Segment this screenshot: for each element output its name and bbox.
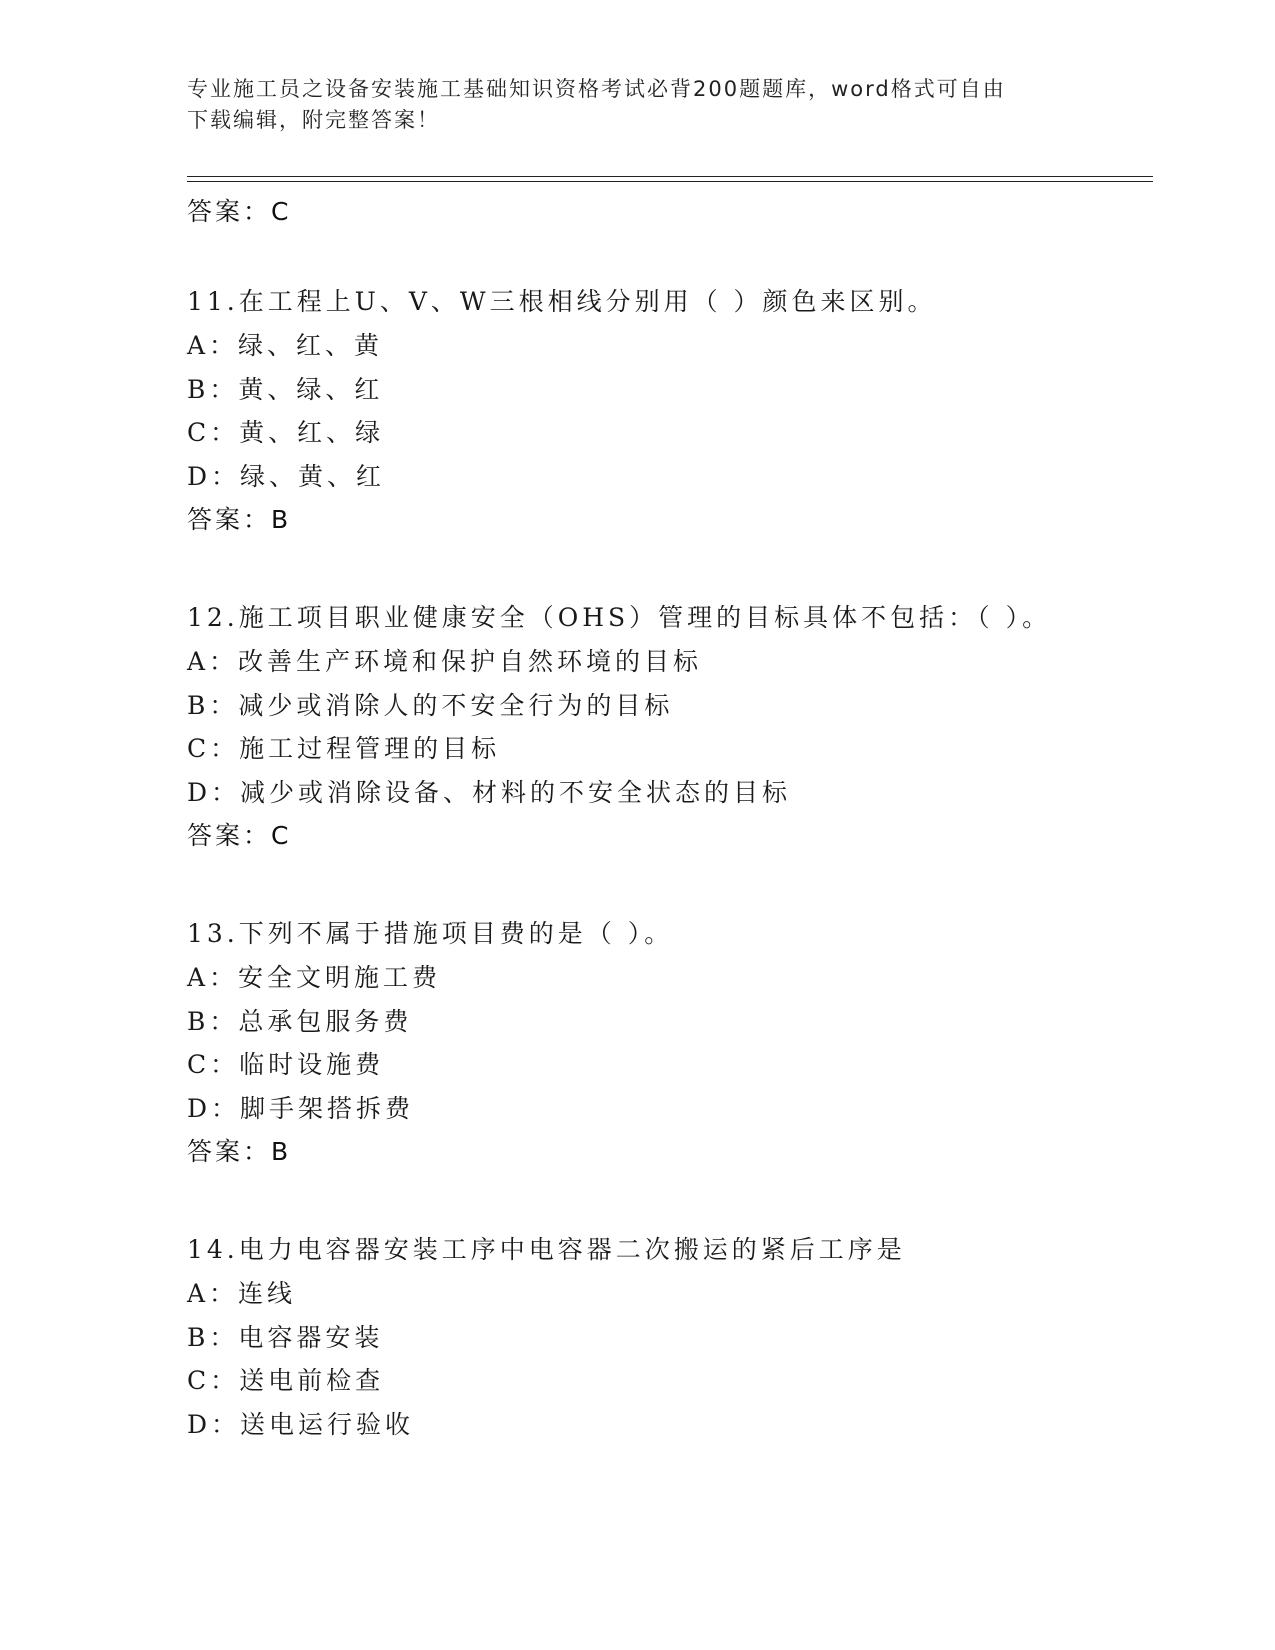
- question-14-option-d: D：送电运行验收: [187, 1410, 415, 1439]
- question-13-option-b: B：总承包服务费: [187, 1007, 413, 1036]
- question-14-option-c: C：送电前检查: [187, 1366, 385, 1395]
- answer-q12: 答案：C: [187, 821, 292, 850]
- question-14-option-b: B：电容器安装: [187, 1323, 384, 1352]
- question-12-stem: 12.施工项目职业健康安全（OHS）管理的目标具体不包括：（ ）。: [187, 603, 1052, 632]
- question-13-stem: 13.下列不属于措施项目费的是（ ）。: [187, 919, 674, 948]
- header-line-1: 专业施工员之设备安装施工基础知识资格考试必背200题题库，word格式可自由: [187, 77, 1006, 101]
- question-11-option-c: C：黄、红、绿: [187, 418, 385, 447]
- question-13-option-d: D：脚手架搭拆费: [187, 1094, 415, 1123]
- header-divider-top: [187, 176, 1153, 177]
- question-11-option-b: B：黄、绿、红: [187, 375, 384, 404]
- question-12-option-a: A：改善生产环境和保护自然环境的目标: [187, 647, 703, 676]
- answer-q10: 答案：C: [187, 197, 292, 226]
- question-13-option-a: A：安全文明施工费: [187, 963, 442, 992]
- question-14-stem: 14.电力电容器安装工序中电容器二次搬运的紧后工序是: [187, 1235, 906, 1264]
- answer-q13: 答案：B: [187, 1137, 292, 1166]
- question-12-option-d: D：减少或消除设备、材料的不安全状态的目标: [187, 778, 792, 807]
- header-line-2: 下载编辑，附完整答案！: [187, 108, 440, 132]
- question-12-option-c: C：施工过程管理的目标: [187, 734, 501, 763]
- header-divider-bottom: [187, 181, 1153, 182]
- answer-q11: 答案：B: [187, 505, 292, 534]
- question-14-option-a: A：连线: [187, 1279, 297, 1308]
- question-11-option-a: A：绿、红、黄: [187, 331, 384, 360]
- question-12-option-b: B：减少或消除人的不安全行为的目标: [187, 691, 674, 720]
- question-13-option-c: C：临时设施费: [187, 1050, 385, 1079]
- question-11-option-d: D：绿、黄、红: [187, 462, 386, 491]
- document-header: [187, 74, 1077, 136]
- question-11-stem: 11.在工程上U、V、W三根相线分别用（ ）颜色来区别。: [187, 287, 937, 316]
